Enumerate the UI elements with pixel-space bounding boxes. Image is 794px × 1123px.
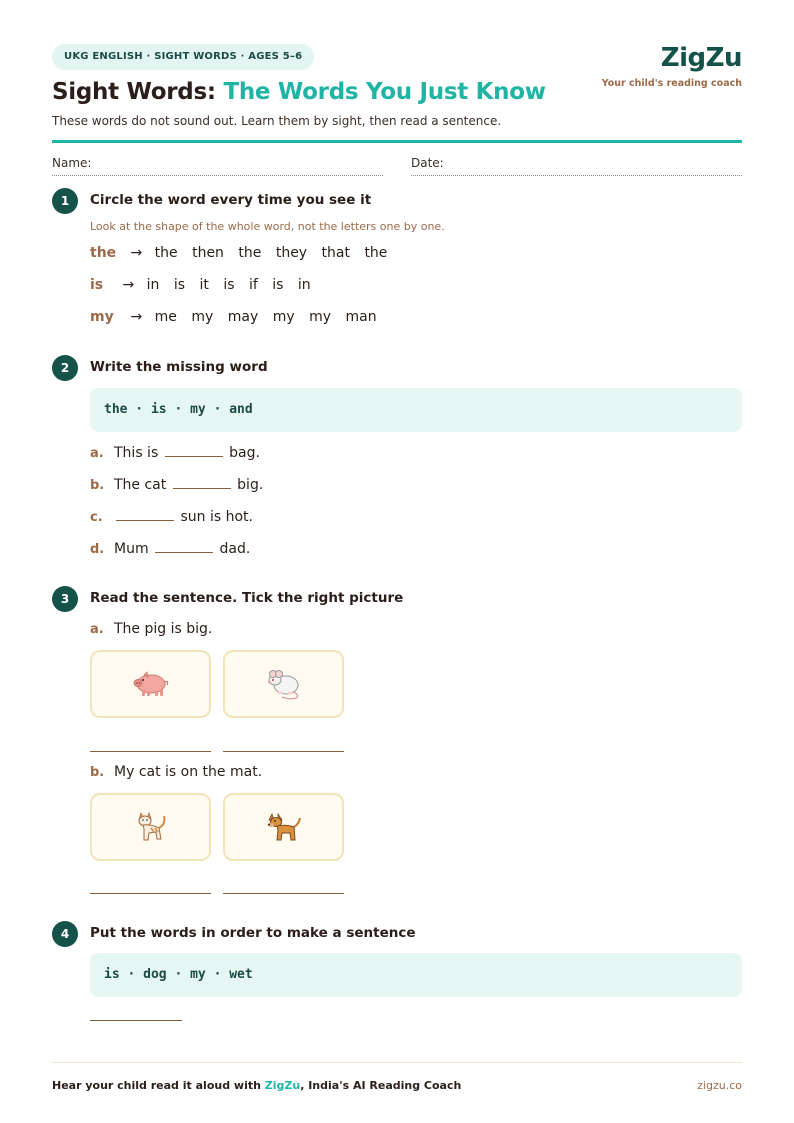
answer-blank[interactable] <box>165 443 223 457</box>
question-letter: a. <box>90 446 104 461</box>
page-subtitle: These words do not sound out. Learn them by sight, then read a sentence. <box>52 114 502 128</box>
target-word: the <box>90 245 117 261</box>
answer-line[interactable] <box>90 751 211 752</box>
title-part-2: The Words You Just Know <box>223 79 546 105</box>
arrow-icon: → <box>130 245 143 261</box>
section-number: 3 <box>52 586 78 612</box>
section-title: Read the sentence. Tick the right picture <box>90 590 404 606</box>
word-option[interactable]: is <box>173 277 186 293</box>
picture-question <box>90 621 212 641</box>
header-divider <box>52 140 742 143</box>
word-option[interactable]: me <box>154 309 177 325</box>
section-title: Put the words in order to make a sentence <box>90 925 416 941</box>
question-letter: b. <box>90 765 105 780</box>
arrow-icon: → <box>130 309 143 325</box>
question-text-before: The cat <box>114 477 167 493</box>
section-number: 1 <box>52 188 78 214</box>
fill-blank-question <box>90 507 253 527</box>
word-option[interactable]: they <box>275 245 308 261</box>
word-option[interactable]: is <box>272 277 284 293</box>
dog-icon <box>264 809 304 845</box>
footer-promo-suffix: , India's AI Reading Coach <box>300 1079 462 1092</box>
date-field[interactable] <box>411 156 742 176</box>
word-option[interactable]: if <box>248 277 258 293</box>
circle-row <box>90 277 321 297</box>
word-option[interactable]: the <box>238 245 262 261</box>
brand-tagline: Your child's reading coach <box>601 78 742 89</box>
word-option[interactable]: it <box>199 277 209 293</box>
section-number: 4 <box>52 921 78 947</box>
word-option[interactable]: my <box>191 309 214 325</box>
answer-line[interactable] <box>223 751 344 752</box>
word-option[interactable]: that <box>321 245 350 261</box>
fill-blank-question <box>90 539 250 559</box>
question-text-after: dad. <box>219 541 251 557</box>
footer-promo <box>52 1079 461 1092</box>
name-label: Name: <box>52 156 92 170</box>
word-bank: the · is · my · and <box>90 388 742 432</box>
section-hint: Look at the shape of the whole word, not the letters one by one. <box>90 220 445 233</box>
target-word: my <box>90 309 114 325</box>
picture-option-cat[interactable] <box>90 793 211 861</box>
name-date-row <box>52 156 742 176</box>
question-letter: d. <box>90 542 105 557</box>
date-label: Date: <box>411 156 444 170</box>
word-bank: is · dog · my · wet <box>90 953 742 997</box>
word-option[interactable]: in <box>297 277 311 293</box>
word-option[interactable]: in <box>146 277 160 293</box>
footer-brand: ZigZu <box>264 1079 301 1092</box>
picture-option-rat[interactable] <box>223 650 344 718</box>
word-option[interactable]: may <box>227 309 259 325</box>
question-letter: c. <box>90 510 103 525</box>
title-part-1: Sight Words: <box>52 79 216 105</box>
word-option[interactable]: my <box>309 309 332 325</box>
answer-blank[interactable] <box>173 475 231 489</box>
rat-icon <box>264 668 304 700</box>
word-option[interactable]: is <box>223 277 235 293</box>
sentence-answer-line[interactable] <box>90 1020 182 1021</box>
fill-blank-question <box>90 475 263 495</box>
brand-logo: ZigZu <box>660 43 742 73</box>
question-text-before: This is <box>114 445 159 461</box>
answer-line[interactable] <box>223 893 344 894</box>
answer-blank[interactable] <box>116 507 174 521</box>
circle-row <box>90 309 387 329</box>
target-word: is <box>90 277 104 293</box>
word-option[interactable]: the <box>154 245 178 261</box>
word-option[interactable]: my <box>272 309 295 325</box>
name-field[interactable] <box>52 156 383 176</box>
section-title: Write the missing word <box>90 359 268 375</box>
section-number: 2 <box>52 355 78 381</box>
word-option[interactable]: then <box>192 245 224 261</box>
grade-pill: UKG ENGLISH · SIGHT WORDS · AGES 5–6 <box>52 44 314 70</box>
picture-option-dog[interactable] <box>223 793 344 861</box>
question-text-after: bag. <box>229 445 260 461</box>
circle-row <box>90 245 397 265</box>
question-text-before: Mum <box>114 541 149 557</box>
arrow-icon: → <box>122 277 135 293</box>
cat-icon <box>131 809 171 845</box>
footer-promo-prefix: Hear your child read it aloud with <box>52 1079 265 1092</box>
question-sentence: My cat is on the mat. <box>114 764 263 780</box>
picture-option-pig[interactable] <box>90 650 211 718</box>
brand-block <box>602 42 742 89</box>
question-letter: b. <box>90 478 105 493</box>
fill-blank-question <box>90 443 260 463</box>
worksheet-page <box>52 0 742 1123</box>
footer-divider <box>52 1062 742 1063</box>
answer-line[interactable] <box>90 893 211 894</box>
picture-question <box>90 764 262 784</box>
footer-link[interactable]: zigzu.co <box>697 1079 742 1092</box>
question-text-after: sun is hot. <box>180 509 253 525</box>
question-text-after: big. <box>237 477 264 493</box>
pig-icon <box>131 669 171 699</box>
question-letter: a. <box>90 622 104 637</box>
word-option[interactable]: the <box>364 245 388 261</box>
word-option[interactable]: man <box>345 309 377 325</box>
page-title <box>52 76 546 108</box>
section-title: Circle the word every time you see it <box>90 192 372 208</box>
answer-blank[interactable] <box>155 539 213 553</box>
question-sentence: The pig is big. <box>114 621 213 637</box>
